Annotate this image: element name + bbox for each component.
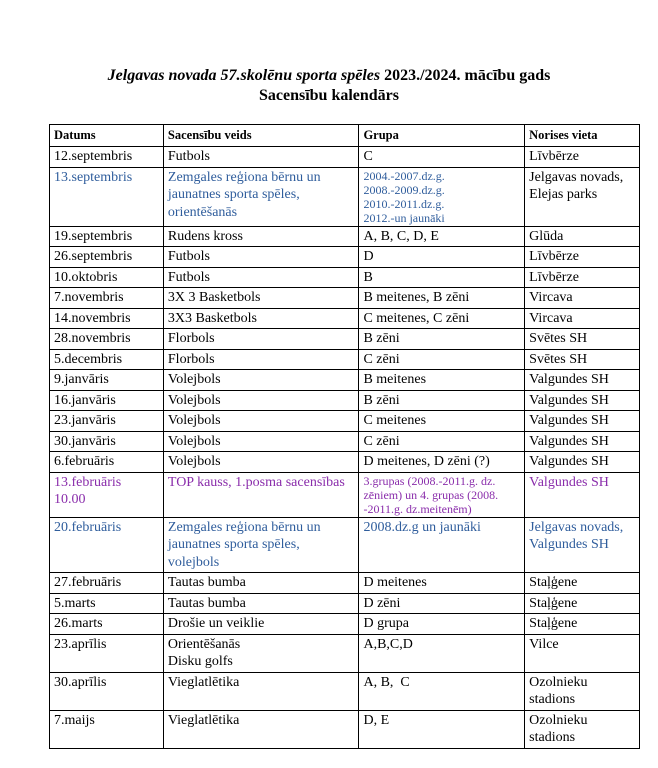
cell-date: 5.marts (50, 593, 164, 614)
cell-group: 2008.dz.g un jaunāki (359, 517, 525, 573)
cell-date (50, 472, 164, 517)
table-row (50, 147, 640, 168)
table-row (50, 247, 640, 268)
cell-date: 23.aprīlis (50, 634, 164, 672)
cell-sport: Vieglatlētika (163, 672, 359, 710)
cell-sport: 3X 3 Basketbols (163, 288, 359, 309)
cell-place: Staļģene (525, 614, 640, 635)
cell-place: Valgundes SH (525, 472, 640, 517)
cell-place: Jelgavas novads, Elejas parks (525, 167, 640, 226)
table-row (50, 672, 640, 710)
cell-group: D meitenes (359, 573, 525, 594)
table-row (50, 593, 640, 614)
header-sport: Sacensību veids (163, 125, 359, 147)
cell-date: 14.novembris (50, 308, 164, 329)
cell-sport: 3X3 Basketbols (163, 308, 359, 329)
header-date: Datums (50, 125, 164, 147)
cell-date: 12.septembris (50, 147, 164, 168)
table-row (50, 517, 640, 573)
cell-group: B meitenes, B zēni (359, 288, 525, 309)
cell-sport: TOP kauss, 1.posma sacensības (163, 472, 359, 517)
table-row (50, 452, 640, 473)
cell-place: Vilce (525, 634, 640, 672)
cell-group: C meitenes, C zēni (359, 308, 525, 329)
cell-sport: Futbols (163, 247, 359, 268)
cell-group: C (359, 147, 525, 168)
sport-line: Orientēšanās (167, 636, 241, 652)
cell-sport (163, 634, 359, 672)
cell-place: Līvbērze (525, 147, 640, 168)
cell-date: 30.janvāris (50, 431, 164, 452)
cell-date: 6.februāris (50, 452, 164, 473)
cell-sport: Volejbols (163, 411, 359, 432)
table-row (50, 411, 640, 432)
group-line: 2004.-2007.dz.g. (363, 168, 445, 183)
cell-place: Valgundes SH (525, 370, 640, 391)
table-row (50, 573, 640, 594)
cell-group: D meitenes, D zēni (?) (359, 452, 525, 473)
cell-date: 5.decembris (50, 349, 164, 370)
table-row (50, 349, 640, 370)
table-row (50, 329, 640, 350)
cell-date: 26.septembris (50, 247, 164, 268)
table-row (50, 472, 640, 517)
cell-group: D zēni (359, 593, 525, 614)
cell-sport: Zemgales reģiona bērnu un jaunatnes sporta spēles, orientēšanās (163, 167, 359, 226)
cell-date: 16.janvāris (50, 390, 164, 411)
table-header-row (50, 125, 640, 147)
sport-line: Disku golfs (167, 654, 233, 669)
table-row (50, 288, 640, 309)
header-group: Grupa (359, 125, 525, 147)
cell-date: 9.janvāris (50, 370, 164, 391)
cell-group: A, B, C (359, 672, 525, 710)
cell-date: 7.maijs (50, 710, 164, 748)
cell-place: Ozolnieku stadions (525, 672, 640, 710)
document-title (0, 66, 658, 106)
cell-date: 28.novembris (50, 329, 164, 350)
cell-sport: Volejbols (163, 452, 359, 473)
cell-group: B meitenes (359, 370, 525, 391)
cell-place: Līvbērze (525, 247, 640, 268)
cell-sport: Drošie un veiklie (163, 614, 359, 635)
cell-date: 10.oktobris (50, 267, 164, 288)
cell-date: 26.marts (50, 614, 164, 635)
time-line: 10.00 (54, 492, 86, 507)
competition-calendar-table (49, 124, 640, 749)
cell-place: Svētes SH (525, 349, 640, 370)
cell-group: B zēni (359, 329, 525, 350)
table-row (50, 167, 640, 226)
cell-group: C zēni (359, 431, 525, 452)
cell-sport: Vieglatlētika (163, 710, 359, 748)
cell-group: A,B,C,D (359, 634, 525, 672)
cell-place: Staļģene (525, 573, 640, 594)
cell-place: Vircava (525, 288, 640, 309)
cell-sport: Volejbols (163, 390, 359, 411)
group-line: 2008.-2009.dz.g. (363, 182, 445, 197)
cell-date: 23.janvāris (50, 411, 164, 432)
cell-group: B zēni (359, 390, 525, 411)
cell-date: 13.septembris (50, 167, 164, 226)
group-line: 2010.-2011.dz.g. (363, 196, 445, 211)
header-place: Norises vieta (525, 125, 640, 147)
cell-sport: Futbols (163, 147, 359, 168)
cell-place: Valgundes SH (525, 452, 640, 473)
cell-sport: Volejbols (163, 370, 359, 391)
table-row (50, 370, 640, 391)
cell-place: Valgundes SH (525, 431, 640, 452)
date-line: 13.februāris (54, 474, 122, 490)
cell-group: D (359, 247, 525, 268)
cell-place: Svētes SH (525, 329, 640, 350)
cell-date: 19.septembris (50, 226, 164, 247)
cell-sport: Florbols (163, 349, 359, 370)
cell-place: Jelgavas novads, Valgundes SH (525, 517, 640, 573)
cell-place: Līvbērze (525, 267, 640, 288)
cell-date: 30.aprīlis (50, 672, 164, 710)
cell-sport: Volejbols (163, 431, 359, 452)
cell-place: Staļģene (525, 593, 640, 614)
group-line: 2012.-un jaunāki (363, 210, 445, 225)
cell-group: B (359, 267, 525, 288)
cell-group (359, 167, 525, 226)
table-row (50, 431, 640, 452)
cell-group: 3.grupas (2008.-2011.g. dz. zēniem) un 4. grupas (2008. -2011.g. dz.meitenēm) (359, 472, 525, 517)
table-row (50, 614, 640, 635)
cell-place: Valgundes SH (525, 390, 640, 411)
cell-sport: Tautas bumba (163, 593, 359, 614)
cell-date: 27.februāris (50, 573, 164, 594)
cell-date: 20.februāris (50, 517, 164, 573)
table-row (50, 267, 640, 288)
cell-place: Valgundes SH (525, 411, 640, 432)
table-row (50, 308, 640, 329)
cell-group: A, B, C, D, E (359, 226, 525, 247)
title-line-2: Sacensību kalendārs (258, 87, 400, 104)
cell-place: Vircava (525, 308, 640, 329)
cell-sport: Florbols (163, 329, 359, 350)
cell-sport: Tautas bumba (163, 573, 359, 594)
table-row (50, 634, 640, 672)
table-row (50, 710, 640, 748)
cell-sport: Rudens kross (163, 226, 359, 247)
cell-group: C meitenes (359, 411, 525, 432)
cell-group: D, E (359, 710, 525, 748)
table-row (50, 226, 640, 247)
title-line-1: Jelgavas novada 57.skolēnu sporta spēles 2023./2024. mācību gads (107, 67, 551, 84)
cell-place: Glūda (525, 226, 640, 247)
table-row (50, 390, 640, 411)
cell-place: Ozolnieku stadions (525, 710, 640, 748)
cell-date: 7.novembris (50, 288, 164, 309)
cell-group: C zēni (359, 349, 525, 370)
cell-group: D grupa (359, 614, 525, 635)
cell-sport: Futbols (163, 267, 359, 288)
cell-sport: Zemgales reģiona bērnu un jaunatnes sporta spēles, volejbols (163, 517, 359, 573)
